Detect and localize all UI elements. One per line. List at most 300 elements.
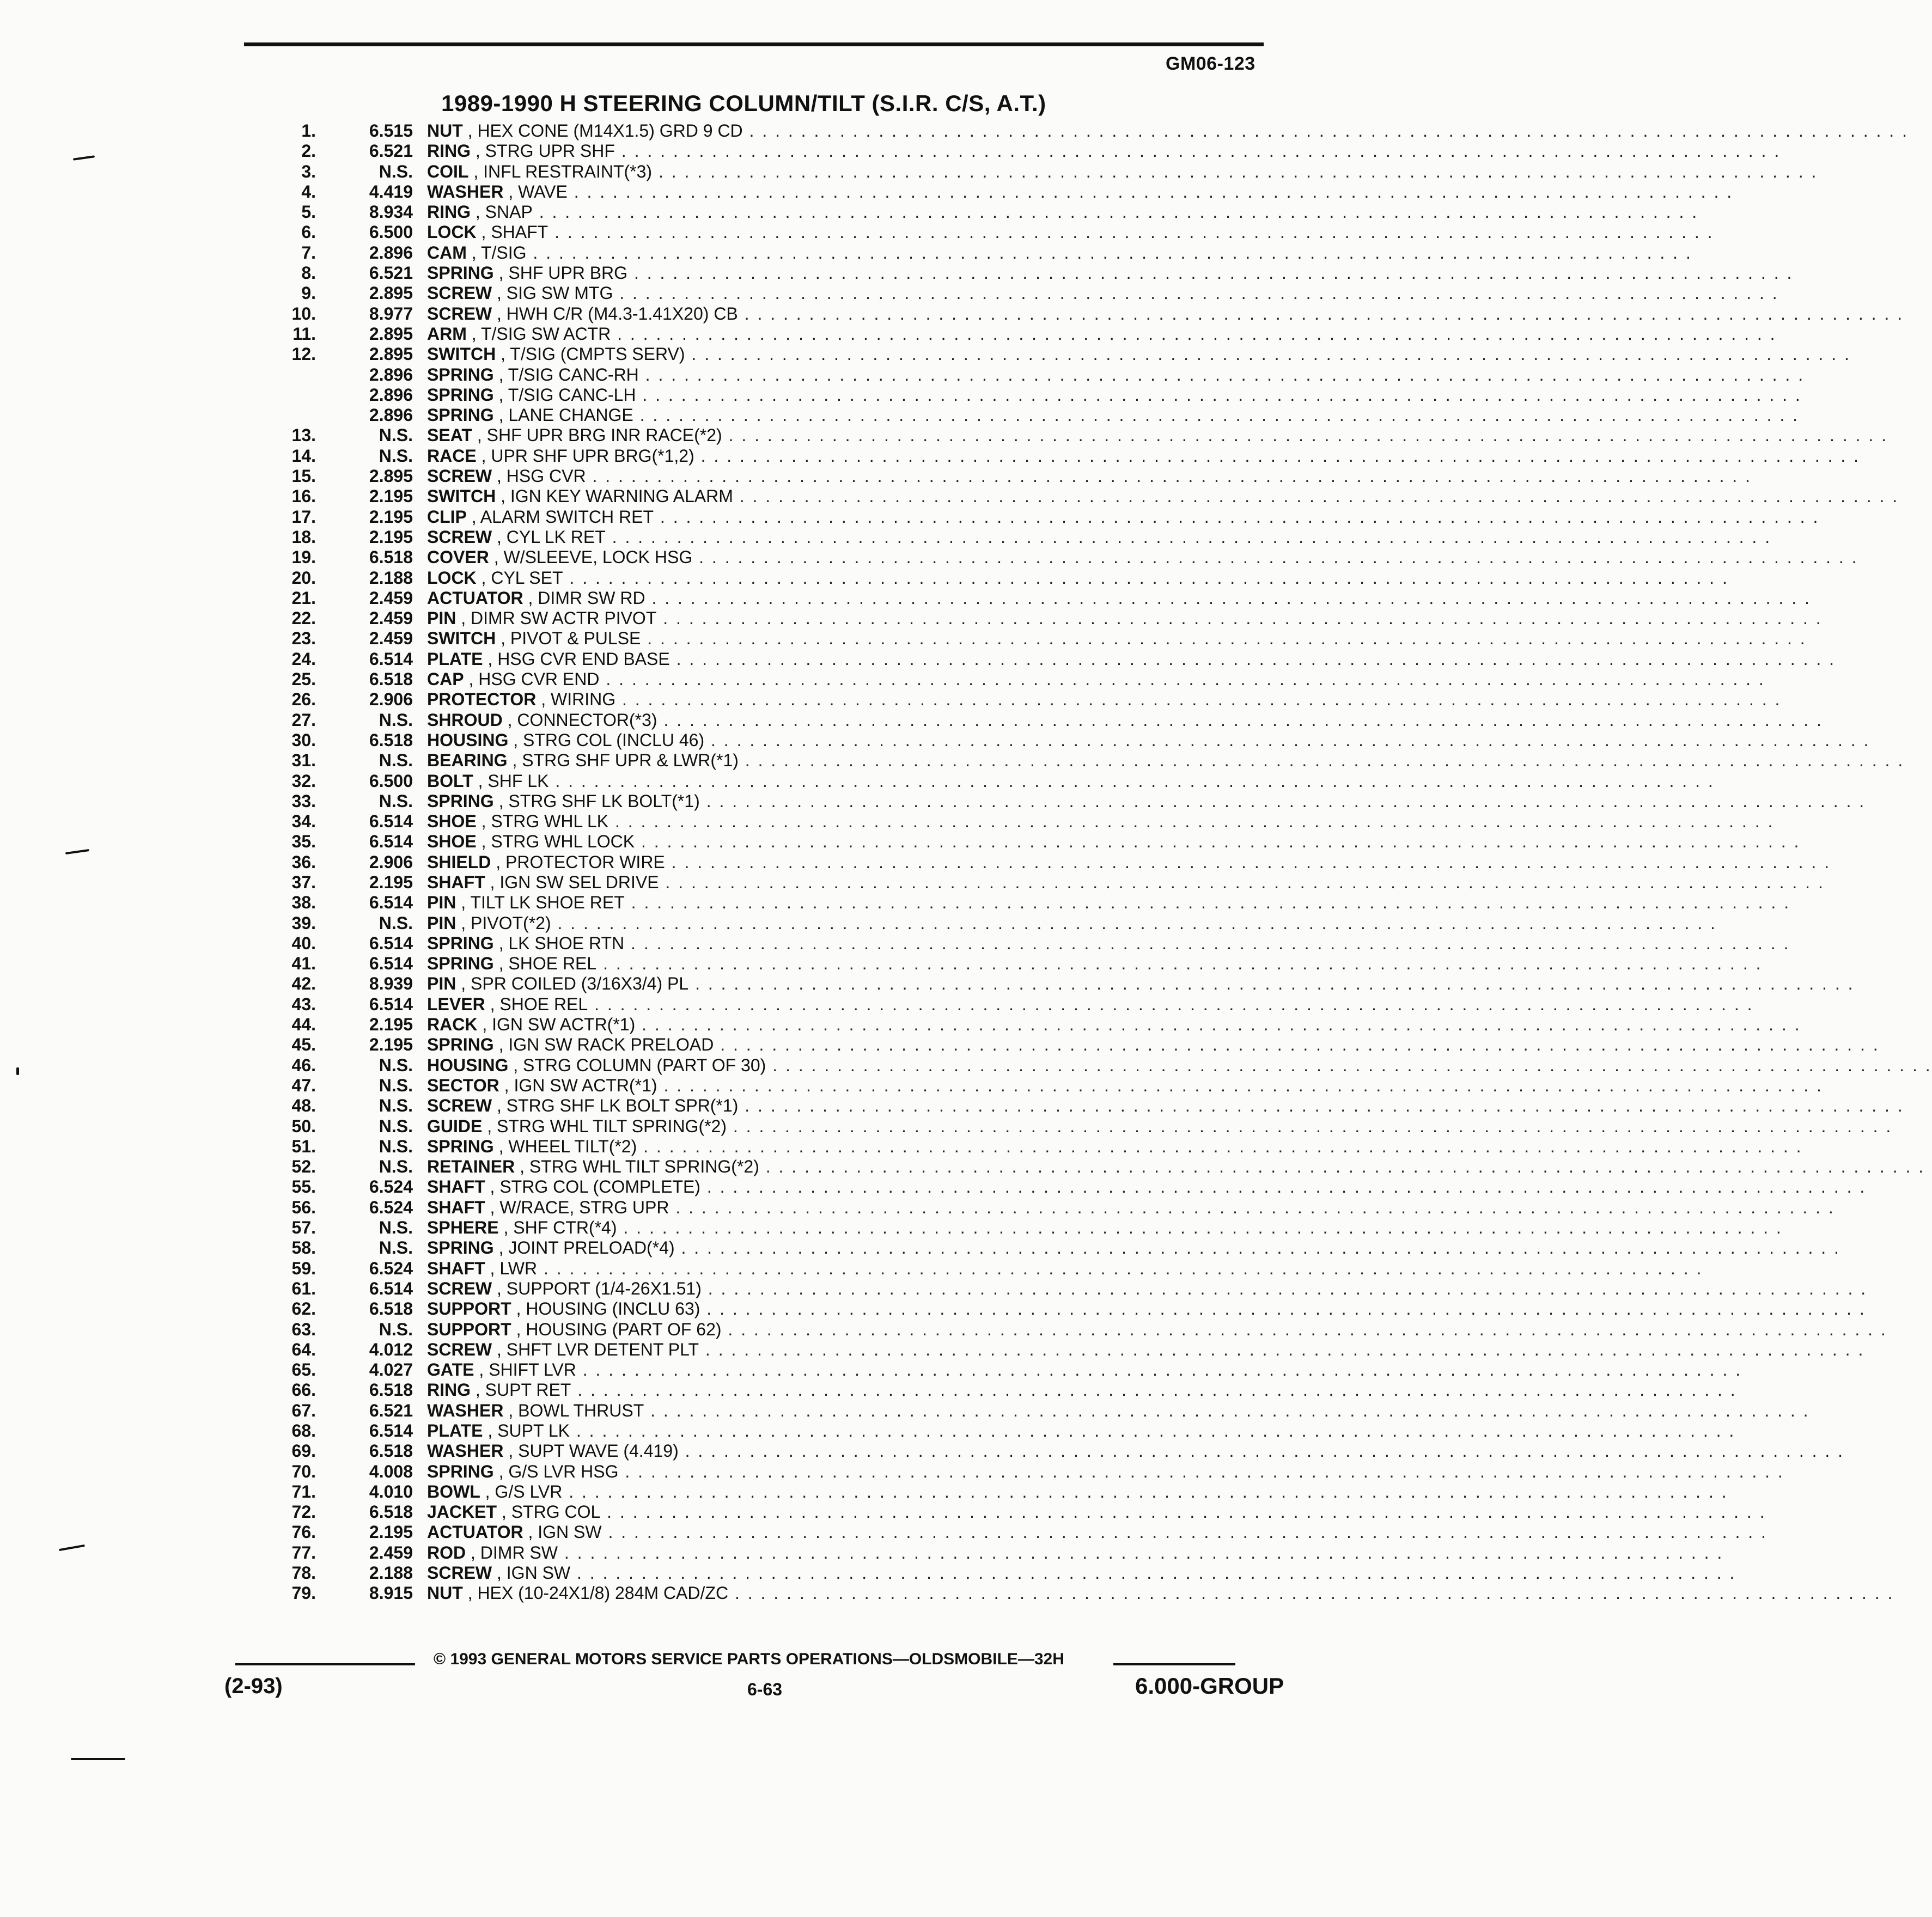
part-detail: INFL RESTRAINT(*3)	[483, 161, 653, 181]
part-name: PROTECTOR	[427, 689, 537, 710]
leader-dots: . . . . . . . . . . . . . . . . . . . . . . . . . . . . . . . . . . . . . . . . . . . . . . . . . . . . . . . . . . . . . . . . . . . . . . . . . . . . . . . . . . . . . . . . . .	[692, 547, 1858, 567]
part-row	[0, 832, 1801, 852]
leader-dots: . . . . . . . . . . . . . . . . . . . . . . . . . . . . . . . . . . . . . . . . . . . . . . . . . . . . . . . . . . . . . . . . . . . . . . . . . . . . . . . . . . . . . . . . . .	[588, 994, 1754, 1014]
part-group: 6.514	[369, 994, 413, 1014]
part-detail: WHEEL TILT(*2)	[508, 1136, 637, 1156]
separator: ,	[466, 323, 481, 344]
separator: ,	[482, 1116, 497, 1136]
leader-dots: . . . . . . . . . . . . . . . . . . . . . . . . . . . . . . . . . . . . . . . . . . . . . . . . . . . . . . . . . . . . . . . . . . . . . . . . . . . . . . . . . . . . . . . . . .	[551, 913, 1717, 933]
part-description	[427, 1177, 1867, 1197]
leader-dots: . . . . . . . . . . . . . . . . . . . . . . . . . . . . . . . . . . . . . . . . . . . . . . . . . . . . . . . . . . . . . . . . . . . . . . . . . . . . . . . . . . . . . . . . . .	[548, 222, 1714, 242]
part-detail: SHF LK	[487, 771, 549, 791]
part-group: 2.896	[369, 384, 413, 405]
separator: ,	[476, 811, 491, 832]
part-detail: PROTECTOR WIRE	[505, 852, 665, 872]
part-number: 50.	[291, 1116, 316, 1136]
document-id: GM06-123	[1166, 53, 1256, 74]
leader-dots: . . . . . . . . . . . . . . . . . . . . . . . . . . . . . . . . . . . . . . . . . . . . . . . . . . . . . . . . . . . . . . . . . . . . . . . . . . . . . . . . . . . . . . . . . .	[637, 1136, 1803, 1156]
separator: ,	[485, 1258, 500, 1278]
footer-rule-left	[235, 1663, 415, 1665]
part-description	[427, 567, 1729, 588]
part-detail: SHOE REL	[499, 994, 588, 1014]
part-number: 30.	[291, 730, 316, 750]
part-number: 40.	[291, 933, 316, 953]
part-row	[0, 811, 1775, 832]
part-description	[427, 588, 1811, 608]
part-description	[427, 323, 1777, 344]
separator: ,	[511, 1299, 526, 1319]
part-number: 12.	[291, 344, 316, 364]
part-group: 6.524	[369, 1197, 413, 1217]
separator: ,	[492, 1339, 507, 1359]
part-group: 2.195	[369, 506, 413, 527]
part-group: 2.459	[369, 628, 413, 649]
part-name: SCREW	[427, 466, 492, 486]
leader-dots: . . . . . . . . . . . . . . . . . . . . . . . . . . . . . . . . . . . . . . . . . . . . . . . . . . . . . . . . . . . . . . . . . . . . . . . . . . . . . . . . . . . . . . . . . .	[688, 974, 1855, 994]
separator: ,	[493, 1035, 509, 1055]
separator: ,	[498, 1218, 514, 1238]
leader-dots: . . . . . . . . . . . . . . . . . . . . . . . . . . . . . . . . . . . . . . . . . . . . . . . . . . . . . . . . . . . . . . . . . . . . . . . . . . . . . . . . . . . . . . . . . .	[618, 1461, 1784, 1481]
part-detail: T/SIG SW ACTR	[480, 323, 611, 344]
part-number: 57.	[291, 1218, 316, 1238]
part-group: 2.896	[369, 364, 413, 384]
part-group: 6.515	[369, 121, 413, 141]
part-description	[427, 466, 1752, 486]
part-group: 2.895	[369, 466, 413, 486]
separator: ,	[466, 506, 480, 527]
part-group: N.S.	[379, 1116, 413, 1136]
part-group: N.S.	[379, 445, 413, 466]
separator: ,	[503, 1400, 519, 1420]
part-description	[427, 1136, 1803, 1157]
part-number: 3.	[301, 161, 316, 181]
part-group: 6.514	[369, 893, 413, 913]
part-description	[427, 161, 1818, 182]
part-number: 79.	[291, 1583, 316, 1603]
part-detail: HOUSING (INCLU 63)	[526, 1299, 700, 1319]
part-number: 1.	[301, 121, 316, 141]
separator: ,	[462, 1583, 478, 1603]
part-number: 4.	[301, 181, 316, 202]
part-description	[427, 933, 1790, 954]
part-row	[0, 1319, 1887, 1340]
leader-dots: . . . . . . . . . . . . . . . . . . . . . . . . . . . . . . . . . . . . . . . . . . . . . . . . . . . . . . . . . . . . . . . . . . . . . . . . . . . . . . . . . . . . . . . . . .	[728, 1583, 1894, 1603]
part-row	[0, 1035, 1880, 1055]
part-row	[0, 283, 1779, 303]
leader-dots: . . . . . . . . . . . . . . . . . . . . . . . . . . . . . . . . . . . . . . . . . . . . . . . . . . . . . . . . . . . . . . . . . . . . . . . . . . . . . . . . . . . . . . . . . .	[652, 161, 1818, 181]
part-detail: SNAP	[485, 202, 533, 222]
part-group: 2.895	[369, 283, 413, 303]
part-name: SHOE	[427, 811, 477, 832]
part-name: NUT	[427, 1583, 463, 1603]
separator: ,	[507, 750, 522, 771]
part-name: RACE	[427, 445, 477, 466]
leader-dots: . . . . . . . . . . . . . . . . . . . . . . . . . . . . . . . . . . . . . . . . . . . . . . . . . . . . . . . . . . . . . . . . . . . . . . . . . . . . . . . . . . . . . . . . . .	[605, 527, 1772, 547]
part-number: 58.	[291, 1238, 316, 1258]
part-name: SWITCH	[427, 486, 496, 506]
part-row	[0, 1136, 1803, 1157]
separator: ,	[474, 1360, 489, 1380]
part-row	[0, 405, 1800, 425]
part-group: 4.010	[369, 1481, 413, 1501]
separator: ,	[493, 1461, 509, 1481]
part-description	[427, 811, 1775, 832]
part-row	[0, 567, 1729, 588]
separator: ,	[485, 1197, 500, 1217]
part-group: 6.524	[369, 1177, 413, 1197]
part-name: SEAT	[427, 425, 472, 445]
part-row	[0, 791, 1866, 811]
part-detail: HWH C/R (M4.3-1.41X20) CB	[506, 303, 738, 323]
part-description	[427, 750, 1905, 771]
part-row	[0, 323, 1777, 344]
leader-dots: . . . . . . . . . . . . . . . . . . . . . . . . . . . . . . . . . . . . . . . . . . . . . . . . . . . . . . . . . . . . . . . . . . . . . . . . . . . . . . . . . . . . . . . . . .	[700, 1177, 1867, 1197]
part-number: 55.	[291, 1177, 316, 1197]
part-row	[0, 750, 1905, 771]
part-detail: HSG CVR	[506, 466, 586, 486]
part-detail: SHF CTR(*4)	[513, 1218, 617, 1238]
leader-dots: . . . . . . . . . . . . . . . . . . . . . . . . . . . . . . . . . . . . . . . . . . . . . . . . . . . . . . . . . . . . . . . . . . . . . . . . . . . . . . . . . . . . . . . . . .	[569, 1421, 1736, 1440]
leader-dots: . . . . . . . . . . . . . . . . . . . . . . . . . . . . . . . . . . . . . . . . . . . . . . . . . . . . . . . . . . . . . . . . . . . . . . . . . . . . . . . . . . . . . . . . . .	[562, 1481, 1728, 1501]
leader-dots: . . . . . . . . . . . . . . . . . . . . . . . . . . . . . . . . . . . . . . . . . . . . . . . . . . . . . . . . . . . . . . . . . . . . . . . . . . . . . . . . . . . . . . . . . .	[526, 242, 1692, 262]
leader-dots: . . . . . . . . . . . . . . . . . . . . . . . . . . . . . . . . . . . . . . . . . . . . . . . . . . . . . . . . . . . . . . . . . . . . . . . . . . . . . . . . . . . . . . . . . .	[704, 730, 1870, 750]
part-number: 19.	[291, 547, 316, 567]
part-description	[427, 1157, 1925, 1177]
part-description	[427, 1055, 1932, 1076]
part-detail: TILT LK SHOE RET	[470, 893, 625, 913]
separator: ,	[471, 141, 485, 161]
part-detail: SHOE REL	[508, 954, 597, 974]
part-description	[427, 486, 1899, 506]
separator: ,	[456, 974, 471, 994]
part-row	[0, 1542, 1724, 1563]
part-row	[0, 933, 1790, 954]
part-row	[0, 222, 1714, 242]
part-row	[0, 344, 1851, 364]
leader-dots: . . . . . . . . . . . . . . . . . . . . . . . . . . . . . . . . . . . . . . . . . . . . . . . . . . . . . . . . . . . . . . . . . . . . . . . . . . . . . . . . . . . . . . . . . .	[766, 1055, 1932, 1075]
footer-copyright: © 1993 GENERAL MOTORS SERVICE PARTS OPERATIONS—OLDSMOBILE—32H	[434, 1650, 1064, 1668]
part-description	[427, 405, 1800, 425]
part-row	[0, 588, 1811, 608]
part-detail: SUPT WAVE (4.419)	[518, 1441, 679, 1461]
part-row	[0, 628, 1807, 649]
separator: ,	[492, 1563, 507, 1583]
part-description	[427, 1116, 1893, 1137]
part-group: N.S.	[379, 1075, 413, 1095]
part-name: SPRING	[427, 364, 494, 384]
part-description	[427, 974, 1855, 994]
part-name: SHIELD	[427, 852, 491, 872]
part-number: 15.	[291, 466, 316, 486]
part-detail: LANE CHANGE	[508, 405, 633, 425]
leader-dots: . . . . . . . . . . . . . . . . . . . . . . . . . . . . . . . . . . . . . . . . . . . . . . . . . . . . . . . . . . . . . . . . . . . . . . . . . . . . . . . . . . . . . . . . . .	[608, 811, 1775, 832]
part-group: 2.906	[369, 689, 413, 710]
leader-dots: . . . . . . . . . . . . . . . . . . . . . . . . . . . . . . . . . . . . . . . . . . . . . . . . . . . . . . . . . . . . . . . . . . . . . . . . . . . . . . . . . . . . . . . . . .	[641, 628, 1807, 649]
part-detail: PIVOT & PULSE	[510, 628, 641, 649]
part-group: 6.521	[369, 263, 413, 283]
leader-dots: . . . . . . . . . . . . . . . . . . . . . . . . . . . . . . . . . . . . . . . . . . . . . . . . . . . . . . . . . . . . . . . . . . . . . . . . . . . . . . . . . . . . . . . . . .	[733, 486, 1899, 506]
separator: ,	[483, 649, 498, 669]
part-detail: IGN KEY WARNING ALARM	[510, 486, 733, 506]
leader-dots: . . . . . . . . . . . . . . . . . . . . . . . . . . . . . . . . . . . . . . . . . . . . . . . . . . . . . . . . . . . . . . . . . . . . . . . . . . . . . . . . . . . . . . . . . .	[567, 181, 1734, 202]
part-group: N.S.	[379, 1319, 413, 1339]
separator: ,	[485, 872, 500, 892]
part-name: SCREW	[427, 1096, 492, 1116]
part-group: 2.188	[369, 567, 413, 588]
separator: ,	[464, 669, 479, 689]
leader-dots: . . . . . . . . . . . . . . . . . . . . . . . . . . . . . . . . . . . . . . . . . . . . . . . . . . . . . . . . . . . . . . . . . . . . . . . . . . . . . . . . . . . . . . . . . .	[633, 405, 1800, 425]
part-detail: SHF UPR BRG	[508, 263, 628, 283]
part-number: 63.	[291, 1319, 316, 1339]
separator: ,	[489, 547, 504, 567]
part-group: N.S.	[379, 1055, 413, 1075]
part-row	[0, 303, 1904, 324]
part-group: 4.008	[369, 1461, 413, 1481]
footer-date: (2-93)	[224, 1674, 283, 1698]
separator: ,	[456, 913, 471, 933]
part-number: 78.	[291, 1563, 316, 1583]
separator: ,	[473, 771, 488, 791]
part-name: HOUSING	[427, 730, 509, 750]
leader-dots: . . . . . . . . . . . . . . . . . . . . . . . . . . . . . . . . . . . . . . . . . . . . . . . . . . . . . . . . . . . . . . . . . . . . . . . . . . . . . . . . . . . . . . . . . .	[537, 1258, 1703, 1278]
part-row	[0, 263, 1794, 283]
part-description	[427, 1015, 1801, 1035]
part-name: SHAFT	[427, 872, 485, 892]
part-detail: STRG WHL LOCK	[491, 832, 635, 852]
separator: ,	[499, 1075, 514, 1095]
leader-dots: . . . . . . . . . . . . . . . . . . . . . . . . . . . . . . . . . . . . . . . . . . . . . . . . . . . . . . . . . . . . . . . . . . . . . . . . . . . . . . . . . . . . . . . . . .	[669, 649, 1836, 669]
leader-dots: . . . . . . . . . . . . . . . . . . . . . . . . . . . . . . . . . . . . . . . . . . . . . . . . . . . . . . . . . . . . . . . . . . . . . . . . . . . . . . . . . . . . . . . . . .	[570, 1563, 1736, 1583]
part-number: 45.	[291, 1035, 316, 1055]
part-description	[427, 832, 1801, 852]
part-group: N.S.	[379, 425, 413, 445]
part-name: SPRING	[427, 263, 494, 283]
part-number: 69.	[291, 1441, 316, 1461]
separator: ,	[493, 364, 508, 384]
part-number: 23.	[291, 628, 316, 649]
leader-dots: . . . . . . . . . . . . . . . . . . . . . . . . . . . . . . . . . . . . . . . . . . . . . . . . . . . . . . . . . . . . . . . . . . . . . . . . . . . . . . . . . . . . . . . . . .	[721, 1319, 1887, 1339]
part-description	[427, 527, 1772, 547]
leader-dots: . . . . . . . . . . . . . . . . . . . . . . . . . . . . . . . . . . . . . . . . . . . . . . . . . . . . . . . . . . . . . . . . . . . . . . . . . . . . . . . . . . . . . . . . . .	[722, 425, 1888, 445]
part-group: N.S.	[379, 161, 413, 181]
leader-dots: . . . . . . . . . . . . . . . . . . . . . . . . . . . . . . . . . . . . . . . . . . . . . . . . . . . . . . . . . . . . . . . . . . . . . . . . . . . . . . . . . . . . . . . . . .	[738, 1096, 1904, 1116]
part-name: WASHER	[427, 1400, 504, 1420]
separator: ,	[476, 567, 491, 588]
part-group: 2.459	[369, 1542, 413, 1562]
part-number: 17.	[291, 506, 316, 527]
part-number: 39.	[291, 913, 316, 933]
part-name: GUIDE	[427, 1116, 483, 1136]
part-name: RING	[427, 1380, 471, 1400]
part-description	[427, 1481, 1728, 1502]
part-description	[427, 303, 1904, 324]
part-name: BEARING	[427, 750, 508, 771]
part-name: JACKET	[427, 1502, 497, 1522]
part-name: SPRING	[427, 405, 494, 425]
leader-dots: . . . . . . . . . . . . . . . . . . . . . . . . . . . . . . . . . . . . . . . . . . . . . . . . . . . . . . . . . . . . . . . . . . . . . . . . . . . . . . . . . . . . . . . . . .	[742, 121, 1909, 141]
part-name: SHROUD	[427, 710, 503, 730]
part-description	[427, 628, 1807, 649]
part-group: 2.195	[369, 527, 413, 547]
separator: ,	[483, 1421, 498, 1440]
separator: ,	[476, 832, 491, 852]
leader-dots: . . . . . . . . . . . . . . . . . . . . . . . . . . . . . . . . . . . . . . . . . . . . . . . . . . . . . . . . . . . . . . . . . . . . . . . . . . . . . . . . . . . . . . . . . .	[596, 954, 1763, 974]
part-row	[0, 384, 1802, 405]
part-name: BOLT	[427, 771, 473, 791]
separator: ,	[493, 954, 509, 974]
part-number: 38.	[291, 893, 316, 913]
part-description	[427, 771, 1715, 791]
separator: ,	[493, 1238, 509, 1258]
part-row	[0, 1461, 1784, 1482]
leader-dots: . . . . . . . . . . . . . . . . . . . . . . . . . . . . . . . . . . . . . . . . . . . . . . . . . . . . . . . . . . . . . . . . . . . . . . . . . . . . . . . . . . . . . . . . . .	[738, 750, 1905, 771]
part-description	[427, 1563, 1736, 1583]
part-detail: HEX CONE (M14X1.5) GRD 9 CD	[477, 121, 743, 141]
part-group: 6.518	[369, 1380, 413, 1400]
part-group: 6.518	[369, 547, 413, 567]
leader-dots: . . . . . . . . . . . . . . . . . . . . . . . . . . . . . . . . . . . . . . . . . . . . . . . . . . . . . . . . . . . . . . . . . . . . . . . . . . . . . . . . . . . . . . . . . .	[624, 893, 1791, 913]
leader-dots: . . . . . . . . . . . . . . . . . . . . . . . . . . . . . . . . . . . . . . . . . . . . . . . . . . . . . . . . . . . . . . . . . . . . . . . . . . . . . . . . . . . . . . . . . .	[601, 1522, 1768, 1542]
part-group: 2.896	[369, 405, 413, 425]
part-row	[0, 466, 1752, 486]
separator: ,	[515, 1157, 529, 1177]
separator: ,	[503, 181, 519, 202]
part-name: SPRING	[427, 1238, 494, 1258]
part-detail: HEX (10-24X1/8) 284M CAD/ZC	[477, 1583, 729, 1603]
part-number: 68.	[291, 1421, 316, 1440]
part-name: PLATE	[427, 649, 483, 669]
part-row	[0, 1522, 1768, 1542]
part-number: 65.	[291, 1360, 316, 1380]
part-number: 47.	[291, 1075, 316, 1095]
leader-dots: . . . . . . . . . . . . . . . . . . . . . . . . . . . . . . . . . . . . . . . . . . . . . . . . . . . . . . . . . . . . . . . . . . . . . . . . . . . . . . . . . . . . . . . . . .	[694, 445, 1861, 466]
separator: ,	[466, 1542, 480, 1562]
part-name: SUPPORT	[427, 1319, 511, 1339]
part-description	[427, 689, 1782, 710]
part-number: 72.	[291, 1502, 316, 1522]
part-description	[427, 425, 1888, 445]
separator: ,	[523, 588, 538, 608]
leader-dots: . . . . . . . . . . . . . . . . . . . . . . . . . . . . . . . . . . . . . . . . . . . . . . . . . . . . . . . . . . . . . . . . . . . . . . . . . . . . . . . . . . . . . . . . . .	[665, 852, 1831, 872]
part-group: 6.518	[369, 1299, 413, 1319]
leader-dots: . . . . . . . . . . . . . . . . . . . . . . . . . . . . . . . . . . . . . . . . . . . . . . . . . . . . . . . . . . . . . . . . . . . . . . . . . . . . . . . . . . . . . . . . . .	[678, 1441, 1845, 1461]
part-number: 59.	[291, 1258, 316, 1278]
separator: ,	[480, 1481, 495, 1501]
part-detail: IGN SW	[506, 1563, 571, 1583]
part-row	[0, 994, 1754, 1015]
part-row	[0, 649, 1836, 669]
part-row	[0, 1380, 1737, 1400]
part-group: 4.012	[369, 1339, 413, 1359]
part-name: BOWL	[427, 1481, 480, 1501]
part-number: 6.	[301, 222, 316, 242]
part-group: 2.195	[369, 486, 413, 506]
part-group: 6.514	[369, 1421, 413, 1440]
part-detail: T/SIG CANC-LH	[508, 384, 636, 405]
part-name: LEVER	[427, 994, 485, 1014]
part-detail: CYL LK RET	[506, 527, 606, 547]
part-row	[0, 1015, 1801, 1035]
separator: ,	[492, 527, 507, 547]
part-description	[427, 1461, 1784, 1482]
part-number: 26.	[291, 689, 316, 710]
leader-dots: . . . . . . . . . . . . . . . . . . . . . . . . . . . . . . . . . . . . . . . . . . . . . . . . . . . . . . . . . . . . . . . . . . . . . . . . . . . . . . . . . . . . . . . . . .	[586, 466, 1752, 486]
part-detail: SPR COILED (3/16X3/4) PL	[471, 974, 689, 994]
part-group: N.S.	[379, 750, 413, 771]
part-name: SPRING	[427, 1461, 494, 1481]
part-description	[427, 121, 1909, 141]
leader-dots: . . . . . . . . . . . . . . . . . . . . . . . . . . . . . . . . . . . . . . . . . . . . . . . . . . . . . . . . . . . . . . . . . . . . . . . . . . . . . . . . . . . . . . . . . .	[699, 1339, 1865, 1359]
separator: ,	[493, 933, 509, 953]
part-description	[427, 1400, 1810, 1421]
part-group: N.S.	[379, 710, 413, 730]
part-group: 2.195	[369, 1035, 413, 1055]
leader-dots: . . . . . . . . . . . . . . . . . . . . . . . . . . . . . . . . . . . . . . . . . . . . . . . . . . . . . . . . . . . . . . . . . . . . . . . . . . . . . . . . . . . . . . . . . .	[656, 608, 1823, 628]
part-row	[0, 181, 1734, 202]
leader-dots: . . . . . . . . . . . . . . . . . . . . . . . . . . . . . . . . . . . . . . . . . . . . . . . . . . . . . . . . . . . . . . . . . . . . . . . . . . . . . . . . . . . . . . . . . .	[701, 1278, 1868, 1298]
separator: ,	[493, 263, 509, 283]
leader-dots: . . . . . . . . . . . . . . . . . . . . . . . . . . . . . . . . . . . . . . . . . . . . . . . . . . . . . . . . . . . . . . . . . . . . . . . . . . . . . . . . . . . . . . . . . .	[627, 263, 1794, 283]
part-row	[0, 161, 1818, 182]
part-row	[0, 445, 1861, 466]
leader-dots: . . . . . . . . . . . . . . . . . . . . . . . . . . . . . . . . . . . . . . . . . . . . . . . . . . . . . . . . . . . . . . . . . . . . . . . . . . . . . . . . . . . . . . . . . .	[571, 1380, 1737, 1400]
part-group: 8.934	[369, 202, 413, 222]
separator: ,	[496, 628, 510, 649]
part-detail: SIG SW MTG	[506, 283, 613, 303]
leader-dots: . . . . . . . . . . . . . . . . . . . . . . . . . . . . . . . . . . . . . . . . . . . . . . . . . . . . . . . . . . . . . . . . . . . . . . . . . . . . . . . . . . . . . . . . . .	[614, 141, 1781, 161]
separator: ,	[476, 445, 491, 466]
part-detail: ALARM SWITCH RET	[480, 506, 654, 527]
part-description	[427, 1218, 1783, 1238]
part-detail: STRG COL (COMPLETE)	[499, 1177, 700, 1197]
part-name: PIN	[427, 913, 456, 933]
part-group: 6.514	[369, 954, 413, 974]
part-description	[427, 954, 1763, 974]
part-description	[427, 242, 1692, 263]
leader-dots: . . . . . . . . . . . . . . . . . . . . . . . . . . . . . . . . . . . . . . . . . . . . . . . . . . . . . . . . . . . . . . . . . . . . . . . . . . . . . . . . . . . . . . . . . .	[548, 771, 1715, 791]
separator: ,	[508, 730, 523, 750]
part-description	[427, 994, 1754, 1015]
part-detail: IGN SW ACTR(*1)	[514, 1075, 657, 1095]
part-number: 48.	[291, 1096, 316, 1116]
part-detail: SUPT LK	[497, 1421, 570, 1440]
part-row	[0, 1278, 1868, 1299]
part-number: 44.	[291, 1015, 316, 1035]
part-detail: STRG SHF LK BOLT(*1)	[508, 791, 700, 811]
part-detail: G/S LVR	[495, 1481, 563, 1501]
separator: ,	[496, 486, 510, 506]
part-row	[0, 872, 1825, 893]
part-detail: IGN SW	[538, 1522, 602, 1542]
part-group: 2.459	[369, 588, 413, 608]
part-number: 41.	[291, 954, 316, 974]
part-description	[427, 1360, 1742, 1380]
part-number: 51.	[291, 1136, 316, 1156]
part-detail: SHIFT LVR	[489, 1360, 576, 1380]
parts-list	[0, 121, 1932, 1604]
footer-page-number: 6-63	[747, 1680, 783, 1699]
part-number: 2.	[301, 141, 316, 161]
part-name: SHAFT	[427, 1197, 485, 1217]
part-detail: STRG SHF UPR & LWR(*1)	[522, 750, 739, 771]
separator: ,	[492, 1096, 507, 1116]
part-name: SPRING	[427, 954, 494, 974]
part-row	[0, 1441, 1845, 1461]
top-rule	[244, 42, 1264, 46]
part-description	[427, 893, 1791, 913]
part-group: 6.521	[369, 141, 413, 161]
part-number: 8.	[301, 263, 316, 283]
